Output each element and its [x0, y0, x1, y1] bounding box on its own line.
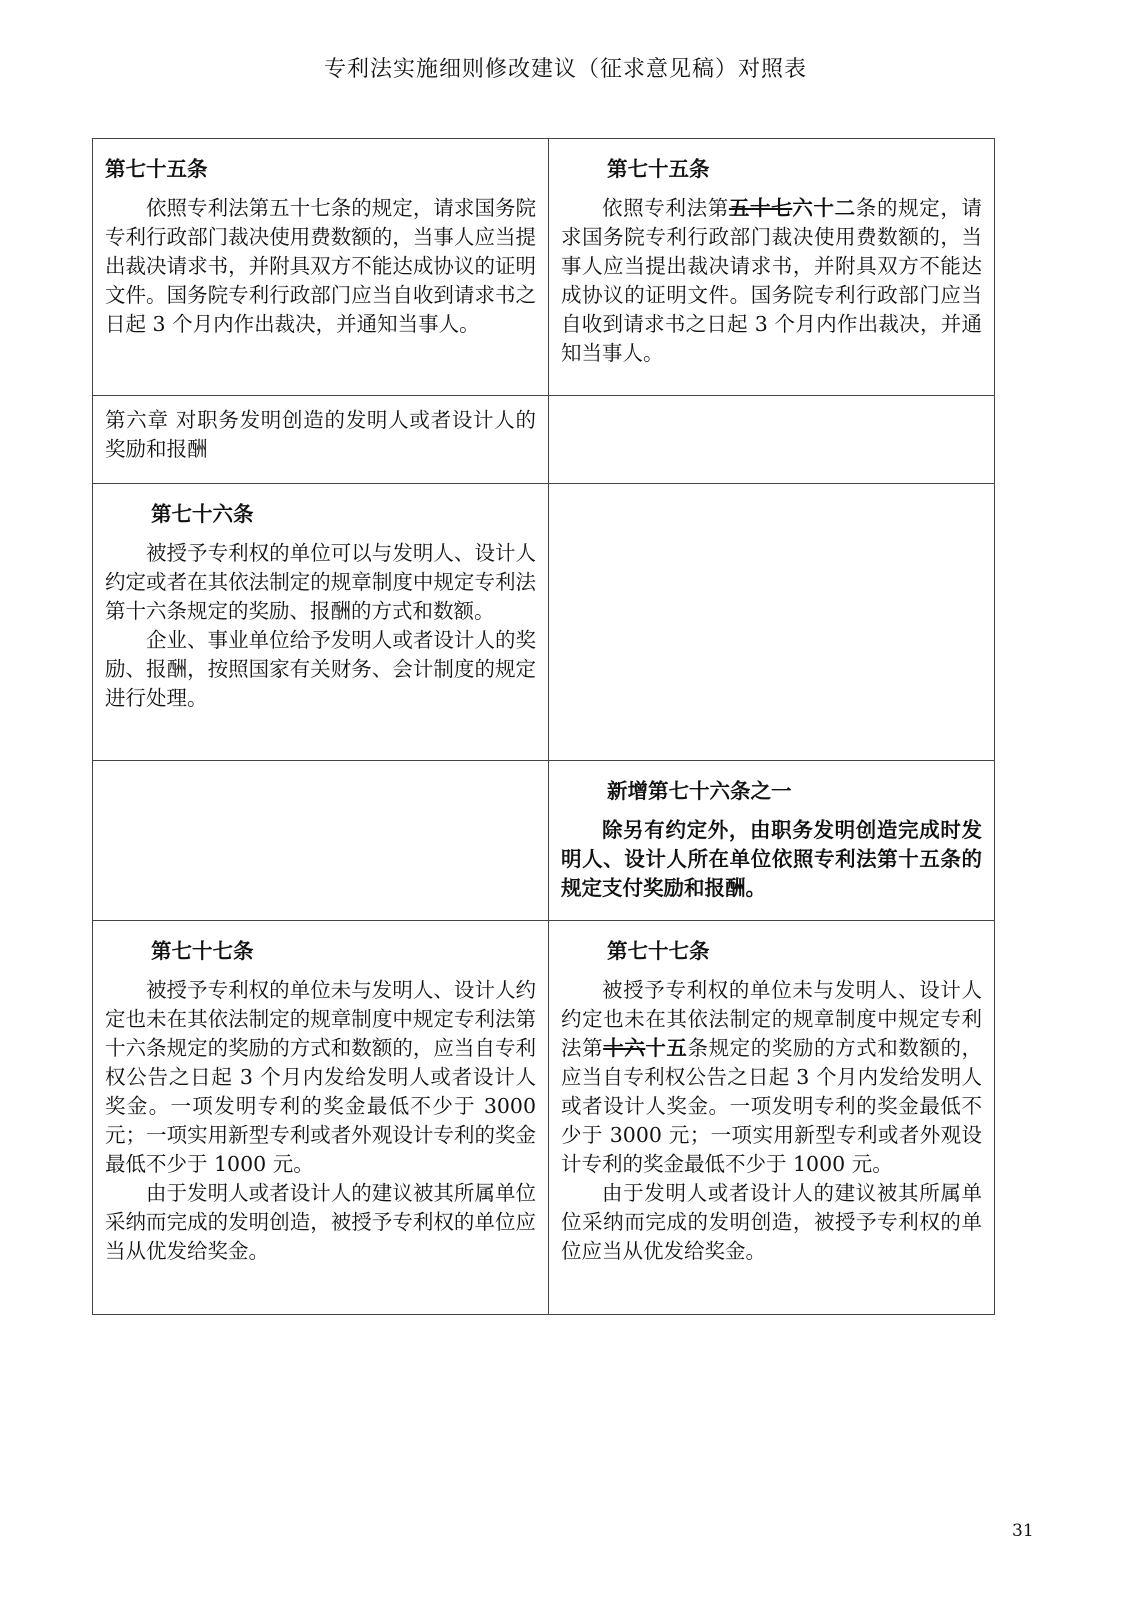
deleted-text: 十六 — [603, 1036, 646, 1060]
revised-cell — [549, 921, 995, 1315]
inserted-text: 六十二 — [792, 196, 856, 220]
revised-cell — [549, 139, 995, 396]
article-title: 第七十五条 — [607, 157, 710, 181]
article-text: 企业、事业单位给予发明人或者设计人的奖励、报酬，按照国家有关财务、会计制度的规定进行处理。 — [105, 628, 536, 710]
article-text — [561, 976, 982, 1179]
text-segment: 条的规定，请求国务院专利行政部门裁决使用费数额的，当事人应当提出裁决请求书，并附具双方不能达成协议的证明文件。国务院专利行政部门应当自收到请求书之日起 3 个月内作出裁决，并通知当事人。 — [561, 196, 983, 365]
table-row — [93, 761, 995, 921]
table-row — [93, 921, 995, 1315]
article-title: 新增第七十六条之一 — [607, 779, 792, 803]
article-text — [561, 194, 982, 368]
table-row — [93, 396, 995, 484]
table-row — [93, 484, 995, 761]
revised-cell — [549, 484, 995, 761]
chapter-heading: 第六章 对职务发明创造的发明人或者设计人的奖励和报酬 — [105, 408, 536, 461]
table-row — [93, 139, 995, 396]
revised-cell — [549, 396, 995, 484]
original-cell — [93, 396, 549, 484]
article-text: 由于发明人或者设计人的建议被其所属单位采纳而完成的发明创造，被授予专利权的单位应当从优发给奖金。 — [561, 1181, 982, 1263]
article-text: 被授予专利权的单位未与发明人、设计人约定也未在其依法制定的规章制度中规定专利法第十六条规定的奖励的方式和数额的，应当自专利权公告之日起 3 个月内发给发明人或者设计人奖金。一项发明专利的奖金最低不少于 3000 元；一项实用新型专利或者外观设计专利的奖金最低不少于 1000 元。 — [105, 978, 536, 1176]
page-number: 31 — [1012, 1521, 1034, 1541]
inserted-text: 十五 — [645, 1036, 688, 1060]
article-text: 被授予专利权的单位可以与发明人、设计人约定或者在其依法制定的规章制度中规定专利法第十六条规定的奖励、报酬的方式和数额。 — [105, 541, 536, 623]
article-title: 第七十七条 — [151, 939, 254, 963]
article-title: 第七十七条 — [607, 939, 710, 963]
text-segment: 依照专利法第 — [602, 196, 729, 220]
article-title: 第七十六条 — [151, 502, 254, 526]
article-title: 第七十五条 — [105, 157, 208, 181]
text-segment: 条规定的奖励的方式和数额的，应当自专利权公告之日起 3 个月内发给发明人或者设计人奖金。一项发明专利的奖金最低不少于 3000 元；一项实用新型专利或者外观设计专利的奖金最低不少于 1000 元。 — [561, 1036, 983, 1176]
article-text: 依照专利法第五十七条的规定，请求国务院专利行政部门裁决使用费数额的，当事人应当提出裁决请求书，并附具双方不能达成协议的证明文件。国务院专利行政部门应当自收到请求书之日起 3 个月内作出裁决，并通知当事人。 — [105, 196, 536, 336]
article-text: 除另有约定外，由职务发明创造完成时发明人、设计人所在单位依照专利法第十五条的规定支付奖励和报酬。 — [561, 818, 982, 900]
original-cell — [93, 761, 549, 921]
comparison-table — [92, 138, 995, 1315]
original-cell — [93, 139, 549, 396]
original-cell — [93, 484, 549, 761]
deleted-text: 五十七 — [728, 196, 793, 220]
revised-cell — [549, 761, 995, 921]
article-text: 由于发明人或者设计人的建议被其所属单位采纳而完成的发明创造，被授予专利权的单位应当从优发给奖金。 — [105, 1181, 536, 1263]
page-header: 专利法实施细则修改建议（征求意见稿）对照表 — [323, 57, 807, 82]
text-segment: 被授予专利权的单位未与发明人、设计人约定也未在其依法制定的规章制度中规定专利法第 — [561, 978, 982, 1060]
original-cell — [93, 921, 549, 1315]
